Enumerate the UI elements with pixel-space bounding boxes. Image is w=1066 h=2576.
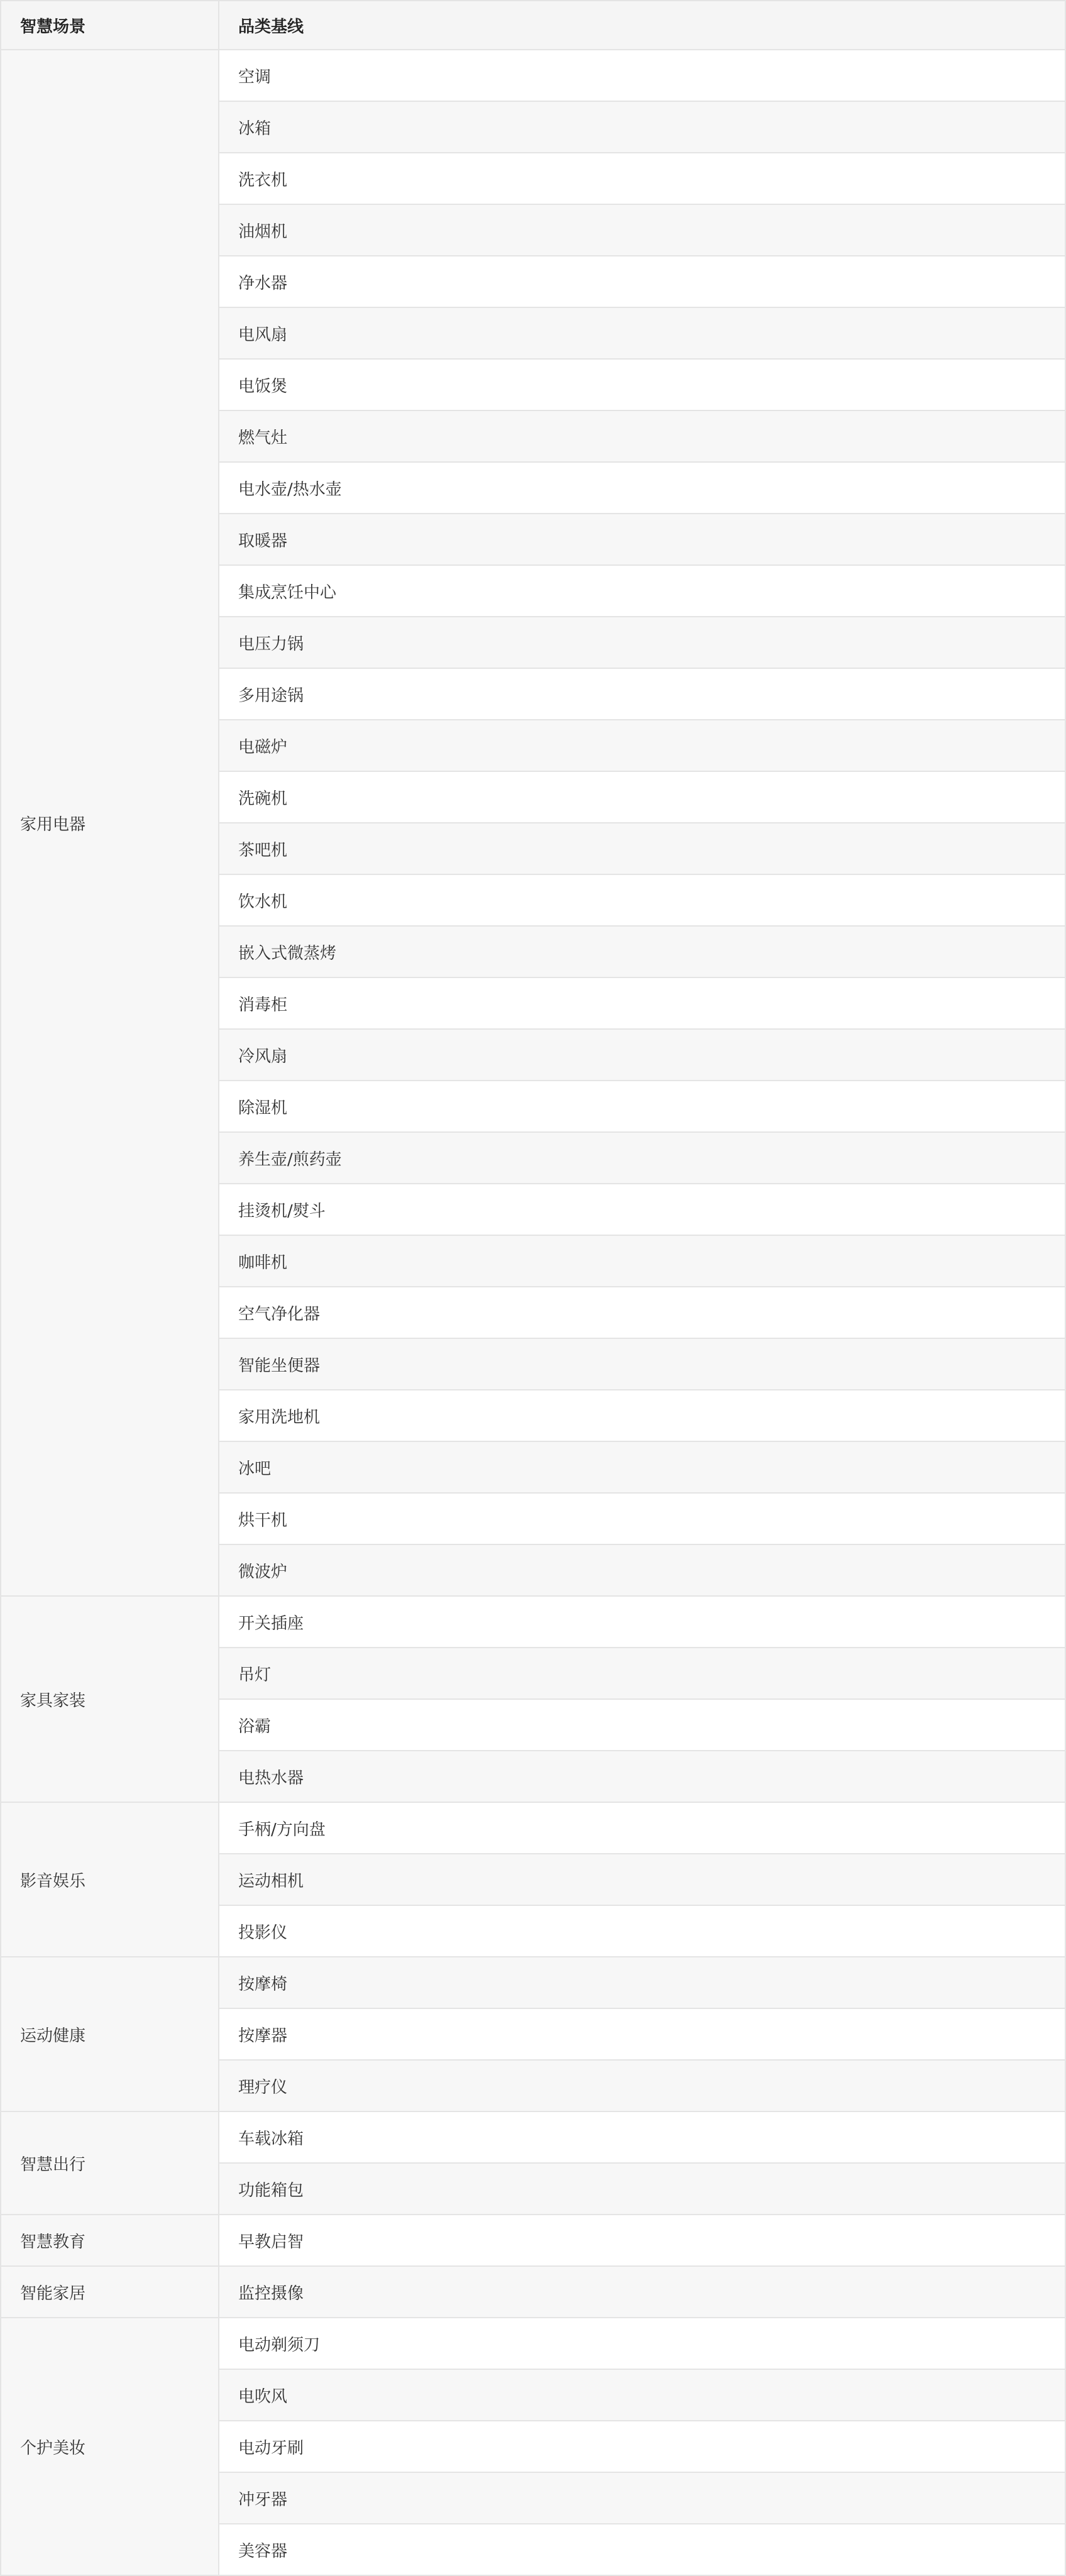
category-cell: 冰箱	[219, 101, 1065, 153]
table-row	[1, 2318, 1065, 2369]
category-cell: 美容器	[219, 2524, 1065, 2575]
category-cell: 挂烫机/熨斗	[219, 1184, 1065, 1235]
category-cell: 电热水器	[219, 1751, 1065, 1802]
category-cell: 车载冰箱	[219, 2111, 1065, 2163]
category-cell: 电动剃须刀	[219, 2318, 1065, 2369]
category-cell: 洗碗机	[219, 771, 1065, 823]
category-cell: 电压力锅	[219, 617, 1065, 668]
category-cell: 空调	[219, 50, 1065, 101]
category-cell: 冰吧	[219, 1441, 1065, 1493]
scene-cell: 个护美妆	[1, 2318, 219, 2575]
category-cell: 智能坐便器	[219, 1338, 1065, 1390]
category-cell: 运动相机	[219, 1854, 1065, 1905]
category-cell: 手柄/方向盘	[219, 1802, 1065, 1854]
category-cell: 燃气灶	[219, 410, 1065, 462]
table-row	[1, 50, 1065, 101]
category-cell: 吊灯	[219, 1648, 1065, 1699]
category-cell: 电水壶/热水壶	[219, 462, 1065, 514]
category-cell: 冲牙器	[219, 2472, 1065, 2524]
category-cell: 净水器	[219, 256, 1065, 307]
category-cell: 早教启智	[219, 2215, 1065, 2266]
table-row	[1, 1957, 1065, 2008]
scene-cell: 智能家居	[1, 2266, 219, 2318]
scene-cell: 智慧出行	[1, 2111, 219, 2215]
table-row	[1, 2215, 1065, 2266]
category-cell: 烘干机	[219, 1493, 1065, 1544]
category-cell: 微波炉	[219, 1544, 1065, 1596]
category-cell: 消毒柜	[219, 977, 1065, 1029]
scene-cell: 影音娱乐	[1, 1802, 219, 1957]
category-cell: 家用洗地机	[219, 1390, 1065, 1441]
category-cell: 茶吧机	[219, 823, 1065, 874]
table-row	[1, 2111, 1065, 2163]
scene-cell: 运动健康	[1, 1957, 219, 2111]
table-row	[1, 2266, 1065, 2318]
category-cell: 理疗仪	[219, 2060, 1065, 2111]
category-cell: 浴霸	[219, 1699, 1065, 1751]
table-row	[1, 1596, 1065, 1648]
scene-cell: 家用电器	[1, 50, 219, 1596]
category-cell: 功能箱包	[219, 2163, 1065, 2215]
category-cell: 电磁炉	[219, 720, 1065, 771]
category-cell: 按摩器	[219, 2008, 1065, 2060]
category-cell: 电吹风	[219, 2369, 1065, 2421]
category-cell: 取暖器	[219, 514, 1065, 565]
category-cell: 除湿机	[219, 1081, 1065, 1132]
scene-cell: 智慧教育	[1, 2215, 219, 2266]
scene-cell: 家具家装	[1, 1596, 219, 1802]
category-cell: 冷风扇	[219, 1029, 1065, 1081]
category-cell: 咖啡机	[219, 1235, 1065, 1287]
category-cell: 投影仪	[219, 1905, 1065, 1957]
category-cell: 嵌入式微蒸烤	[219, 926, 1065, 977]
category-cell: 电风扇	[219, 307, 1065, 359]
table-row	[1, 1802, 1065, 1854]
category-cell: 监控摄像	[219, 2266, 1065, 2318]
header-row	[1, 1, 1065, 50]
category-cell: 开关插座	[219, 1596, 1065, 1648]
category-cell: 电动牙刷	[219, 2421, 1065, 2472]
category-cell: 油烟机	[219, 204, 1065, 256]
category-cell: 电饭煲	[219, 359, 1065, 410]
header-scene: 智慧场景	[1, 1, 219, 50]
category-cell: 养生壶/煎药壶	[219, 1132, 1065, 1184]
category-cell: 多用途锅	[219, 668, 1065, 720]
category-cell: 集成烹饪中心	[219, 565, 1065, 617]
category-cell: 饮水机	[219, 874, 1065, 926]
header-category: 品类基线	[219, 1, 1065, 50]
category-cell: 洗衣机	[219, 153, 1065, 204]
table-body	[1, 50, 1065, 2575]
category-cell: 按摩椅	[219, 1957, 1065, 2008]
category-cell: 空气净化器	[219, 1287, 1065, 1338]
